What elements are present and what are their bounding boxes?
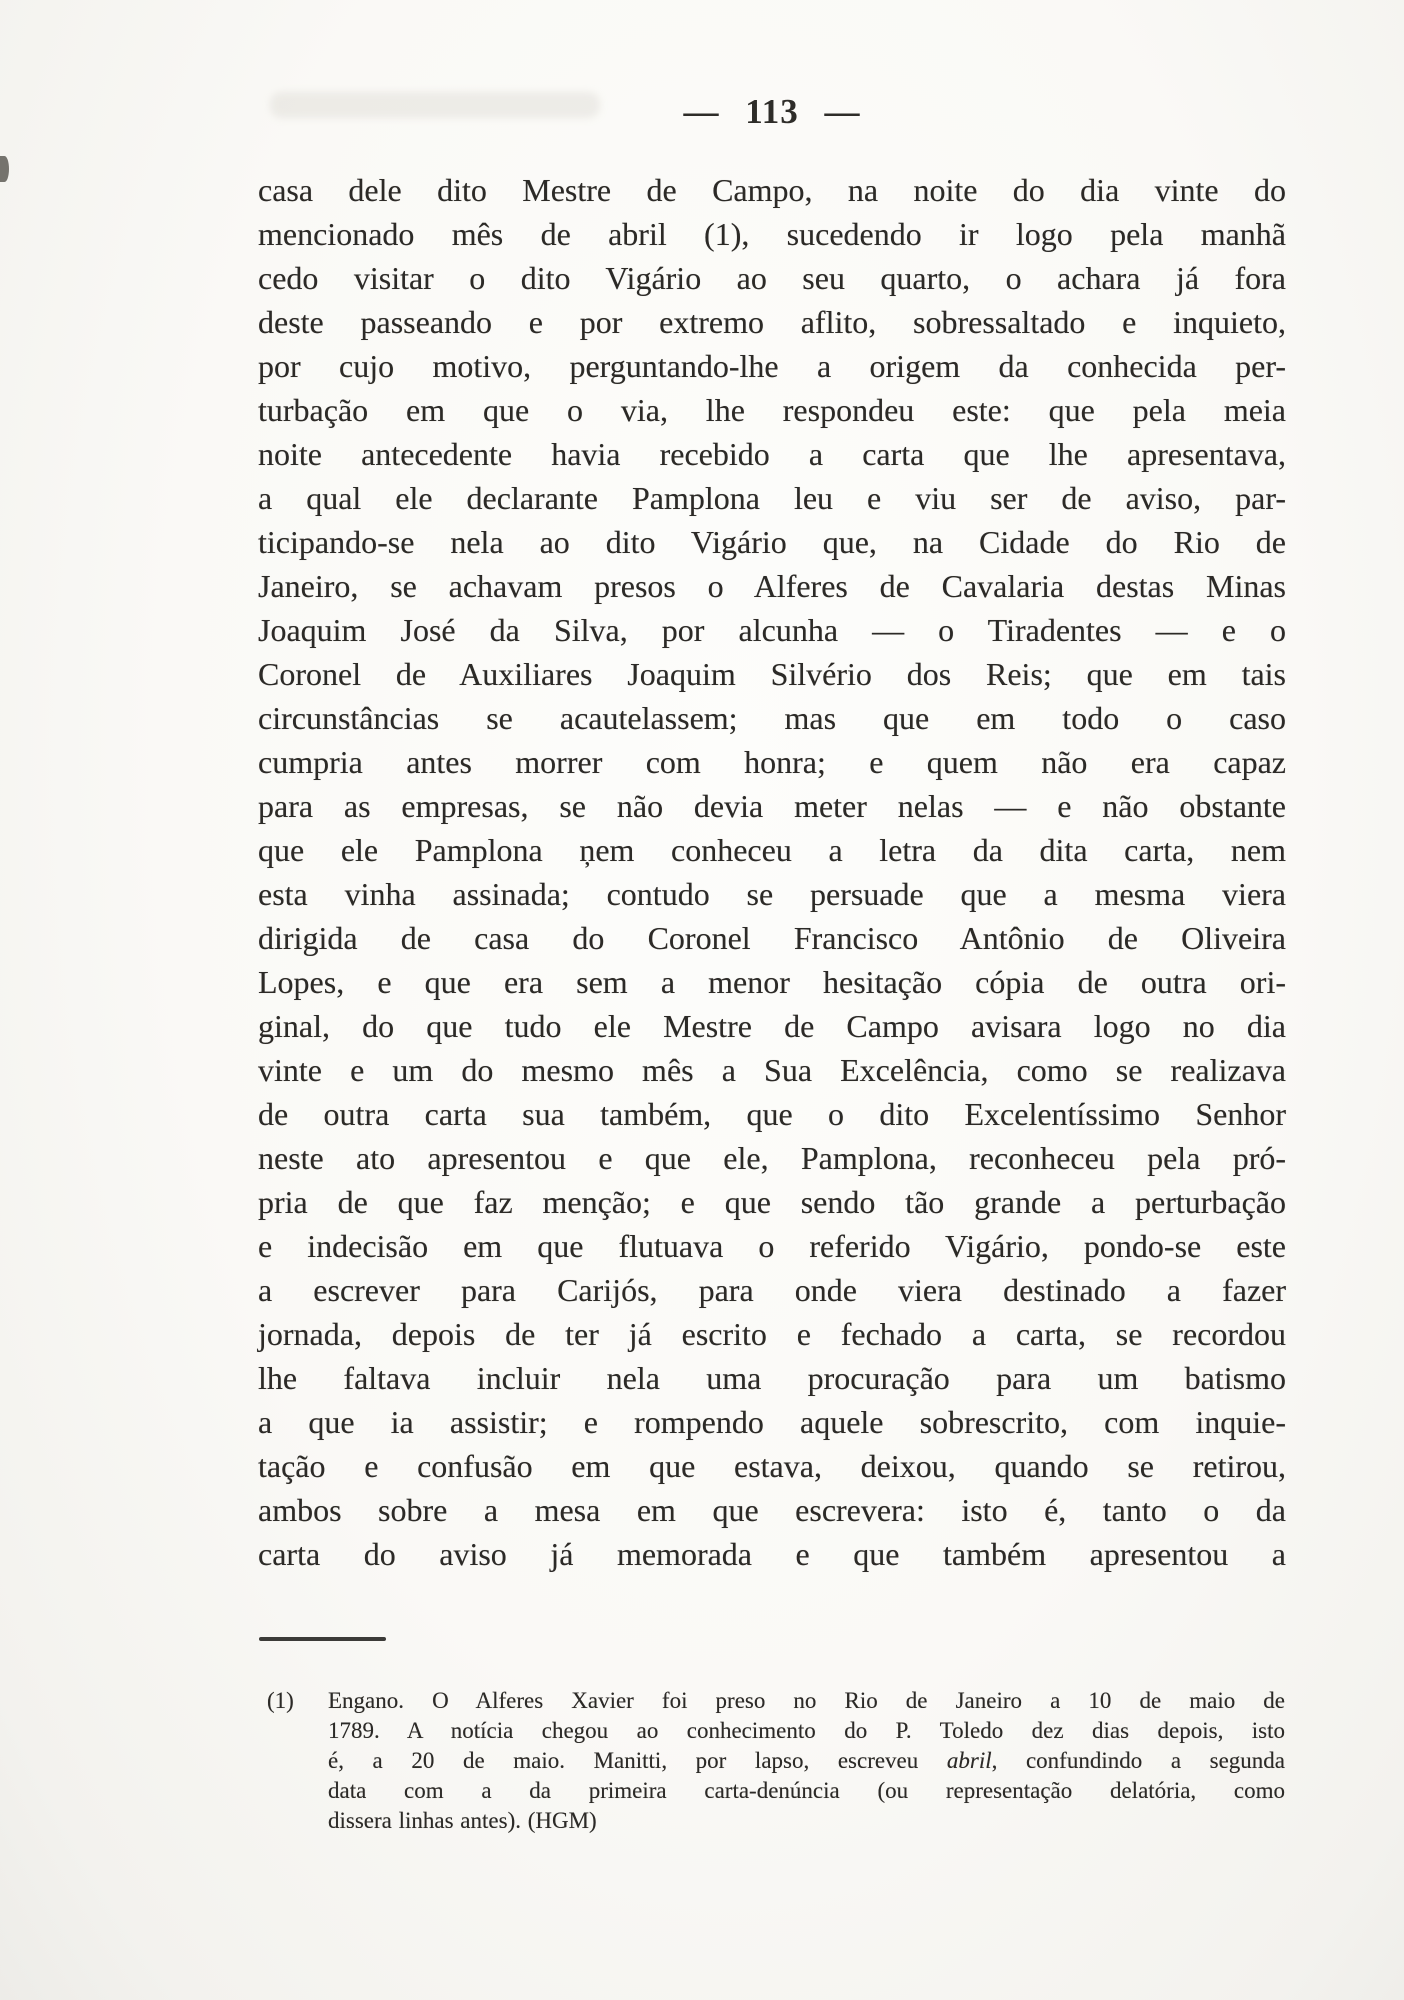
text-line: casa dele dito Mestre de Campo, na noite do dia vinte do [258, 172, 1286, 208]
footnote-text: , confundindo a segunda [991, 1748, 1285, 1773]
text-line: dirigida de casa do Coronel Francisco Antônio de Oliveira [258, 920, 1286, 956]
footnote-line: data com a da primeira carta-denúncia (ou representação delatória, como [328, 1778, 1285, 1803]
text-line: circunstâncias se acautelassem; mas que em todo o caso [258, 700, 1286, 736]
footnote-line: 1789. A notícia chegou ao conhecimento do P. Toledo dez dias depois, isto [328, 1718, 1285, 1743]
text-line: noite antecedente havia recebido a carta que lhe apresentava, [258, 436, 1286, 472]
text-line: turbação em que o via, lhe respondeu este: que pela meia [258, 392, 1286, 428]
scan-edge-artifact [0, 156, 9, 182]
footnote-italic-word: abril [946, 1748, 992, 1773]
text-line: cedo visitar o dito Vigário ao seu quarto, o achara já fora [258, 260, 1286, 296]
text-line: Joaquim José da Silva, por alcunha — o Tiradentes — e o [258, 612, 1286, 648]
text-line: ambos sobre a mesa em que escrevera: isto é, tanto o da [258, 1492, 1286, 1528]
footnote-line [267, 1686, 1285, 1716]
text-line: que ele Pamplona ņem conheceu a letra da dita carta, nem [258, 832, 1286, 868]
text-line: Lopes, e que era sem a menor hesitação cópia de outra ori- [258, 964, 1286, 1000]
text-line: Coronel de Auxiliares Joaquim Silvério dos Reis; que em tais [258, 656, 1286, 692]
text-line: Janeiro, se achavam presos o Alferes de Cavalaria destas Minas [258, 568, 1286, 604]
text-line: mencionado mês de abril (1), sucedendo ir logo pela manhã [258, 216, 1286, 252]
footnote [267, 1686, 1285, 1836]
text-line: jornada, depois de ter já escrito e fechado a carta, se recordou [258, 1316, 1286, 1352]
footnote-marker: (1) [267, 1688, 294, 1713]
text-line: esta vinha assinada; contudo se persuade que a mesma viera [258, 876, 1286, 912]
text-line: cumpria antes morrer com honra; e quem não era capaz [258, 744, 1286, 780]
footnote-line: dissera linhas antes). (HGM) [328, 1808, 597, 1833]
text-line: deste passeando e por extremo aflito, sobressaltado e inquieto, [258, 304, 1286, 340]
text-line: de outra carta sua também, que o dito Excelentíssimo Senhor [258, 1096, 1286, 1132]
text-line: lhe faltava incluir nela uma procuração para um batismo [258, 1360, 1286, 1396]
text-line: pria de que faz menção; e que sendo tão grande a perturbação [258, 1184, 1286, 1220]
text-line: para as empresas, se não devia meter nelas — e não obstante [258, 788, 1286, 824]
text-line: a escrever para Carijós, para onde viera destinado a fazer [258, 1272, 1286, 1308]
text-line: ginal, do que tudo ele Mestre de Campo avisara logo no dia [258, 1008, 1286, 1044]
footnote-line [328, 1746, 1285, 1776]
text-line: tação e confusão em que estava, deixou, quando se retirou, [258, 1448, 1286, 1484]
footnote-text: Engano. O Alferes Xavier foi preso no Rio de Janeiro a 10 de maio de [328, 1688, 1285, 1713]
page-number: — 113 — [683, 92, 861, 131]
footnote-separator [259, 1637, 386, 1641]
footnote-text: é, a 20 de maio. Manitti, por lapso, escreveu [328, 1748, 947, 1773]
text-line: vinte e um do mesmo mês a Sua Excelência, como se realizava [258, 1052, 1286, 1088]
text-line: e indecisão em que flutuava o referido Vigário, pondo-se este [258, 1228, 1286, 1264]
text-line: ticipando-se nela ao dito Vigário que, na Cidade do Rio de [258, 524, 1286, 560]
text-line: por cujo motivo, perguntando-lhe a origem da conhecida per- [258, 348, 1286, 384]
text-line: a que ia assistir; e rompendo aquele sobrescrito, com inquie- [258, 1404, 1286, 1440]
body-text [258, 168, 1286, 1576]
text-line: neste ato apresentou e que ele, Pamplona, reconheceu pela pró- [258, 1140, 1286, 1176]
text-line: carta do aviso já memorada e que também apresentou a [258, 1536, 1286, 1572]
text-line: a qual ele declarante Pamplona leu e viu ser de aviso, par- [258, 480, 1286, 516]
